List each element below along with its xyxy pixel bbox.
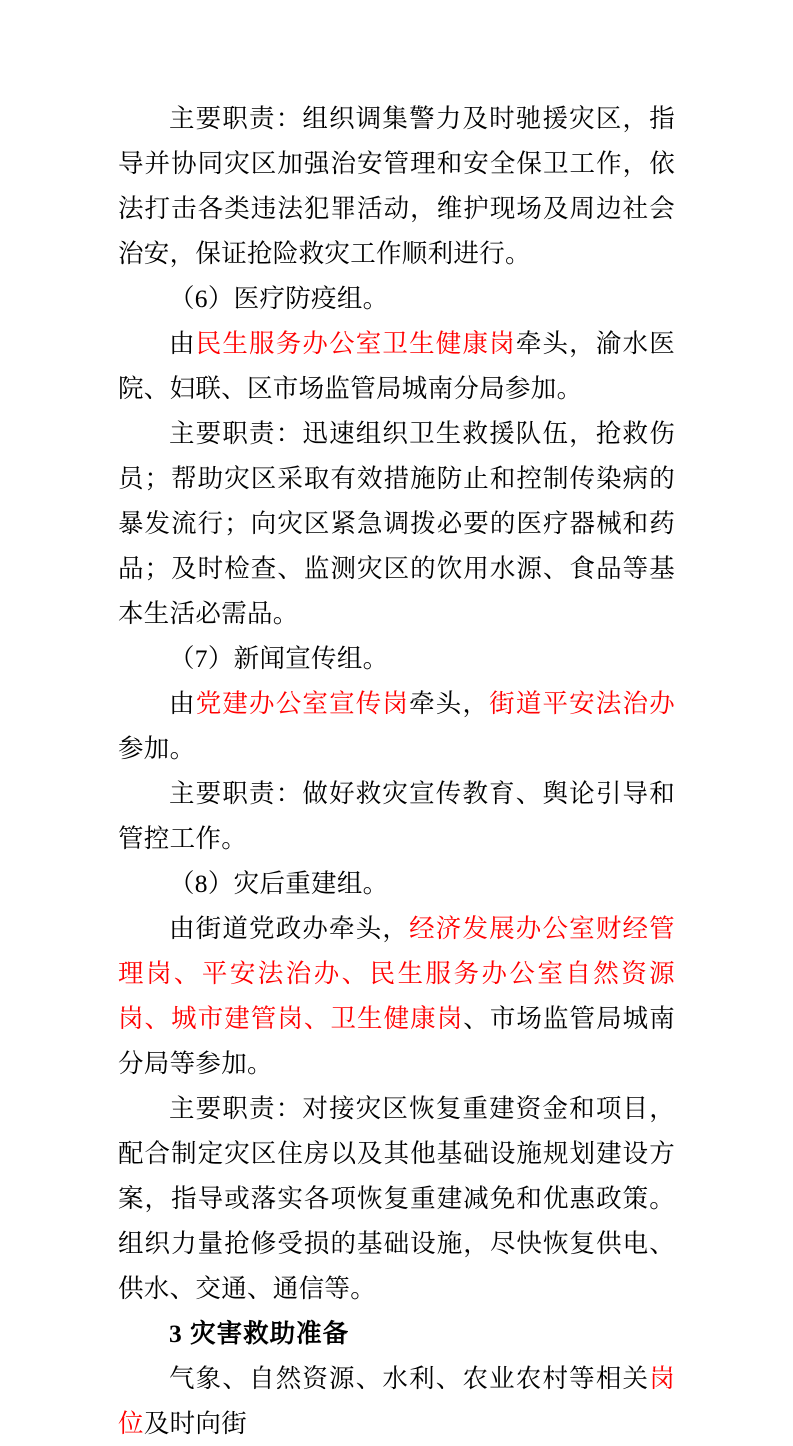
- paragraph: [118, 1086, 675, 1311]
- paragraph: [118, 96, 675, 276]
- document-body: [118, 96, 675, 1446]
- body-text: 由: [169, 689, 196, 718]
- paragraph: [118, 681, 675, 771]
- paragraph: [118, 906, 675, 1086]
- highlighted-text: 党建办公室宣传岗: [195, 689, 410, 718]
- body-text: （6）医疗防疫组。: [169, 284, 389, 313]
- body-text: 牵头，渝水医院、妇联、区市场监管局城南分局参加。: [118, 329, 675, 403]
- section-heading: [118, 1311, 675, 1356]
- body-text: 及时向街: [143, 1409, 248, 1438]
- paragraph: [118, 411, 675, 636]
- body-text: 、市场监管局城南分局等参加。: [118, 1004, 675, 1078]
- body-text: 主要职责：迅速组织卫生救援队伍，抢救伤员；帮助灾区采取有效措施防止和控制传染病的暴发流行；向灾区紧急调拨必要的医疗器械和药品；及时检查、监测灾区的饮用水源、食品等基本生活必需品。: [118, 419, 675, 628]
- highlighted-text: 经济发展办公室财经管理岗、平安法治办、民生服务办公室自然资源岗、城市建管岗、卫生健康岗: [118, 914, 675, 1033]
- highlighted-text: 街道平安法治办: [489, 689, 675, 718]
- paragraph: [118, 771, 675, 861]
- body-text: 参加。: [118, 734, 196, 763]
- body-text: 气象、自然资源、水利、农业农村等相关: [169, 1364, 650, 1393]
- highlighted-text: 岗位: [118, 1364, 675, 1438]
- paragraph: [118, 321, 675, 411]
- body-text: 由街道党政办牵头，: [169, 914, 410, 943]
- body-text: （7）新闻宣传组。: [169, 644, 389, 673]
- body-text: （8）灾后重建组。: [169, 869, 389, 898]
- paragraph: [118, 861, 675, 906]
- body-text: 主要职责：做好救灾宣传教育、舆论引导和管控工作。: [118, 779, 675, 853]
- body-text: 主要职责：组织调集警力及时驰援灾区，指导并协同灾区加强治安管理和安全保卫工作，依法打击各类违法犯罪活动，维护现场及周边社会治安，保证抢险救灾工作顺利进行。: [118, 104, 675, 268]
- highlighted-text: 民生服务办公室卫生健康岗: [195, 329, 516, 358]
- paragraph: [118, 276, 675, 321]
- body-text: 牵头，: [409, 689, 490, 718]
- body-text: 3 灾害救助准备: [169, 1319, 350, 1348]
- paragraph: [118, 1356, 675, 1446]
- body-text: 主要职责：对接灾区恢复重建资金和项目，配合制定灾区住房以及其他基础设施规划建设方案，指导或落实各项恢复重建减免和优惠政策。组织力量抢修受损的基础设施，尽快恢复供电、供水、交通、通信等。: [118, 1094, 675, 1303]
- paragraph: [118, 636, 675, 681]
- body-text: 由: [169, 329, 196, 358]
